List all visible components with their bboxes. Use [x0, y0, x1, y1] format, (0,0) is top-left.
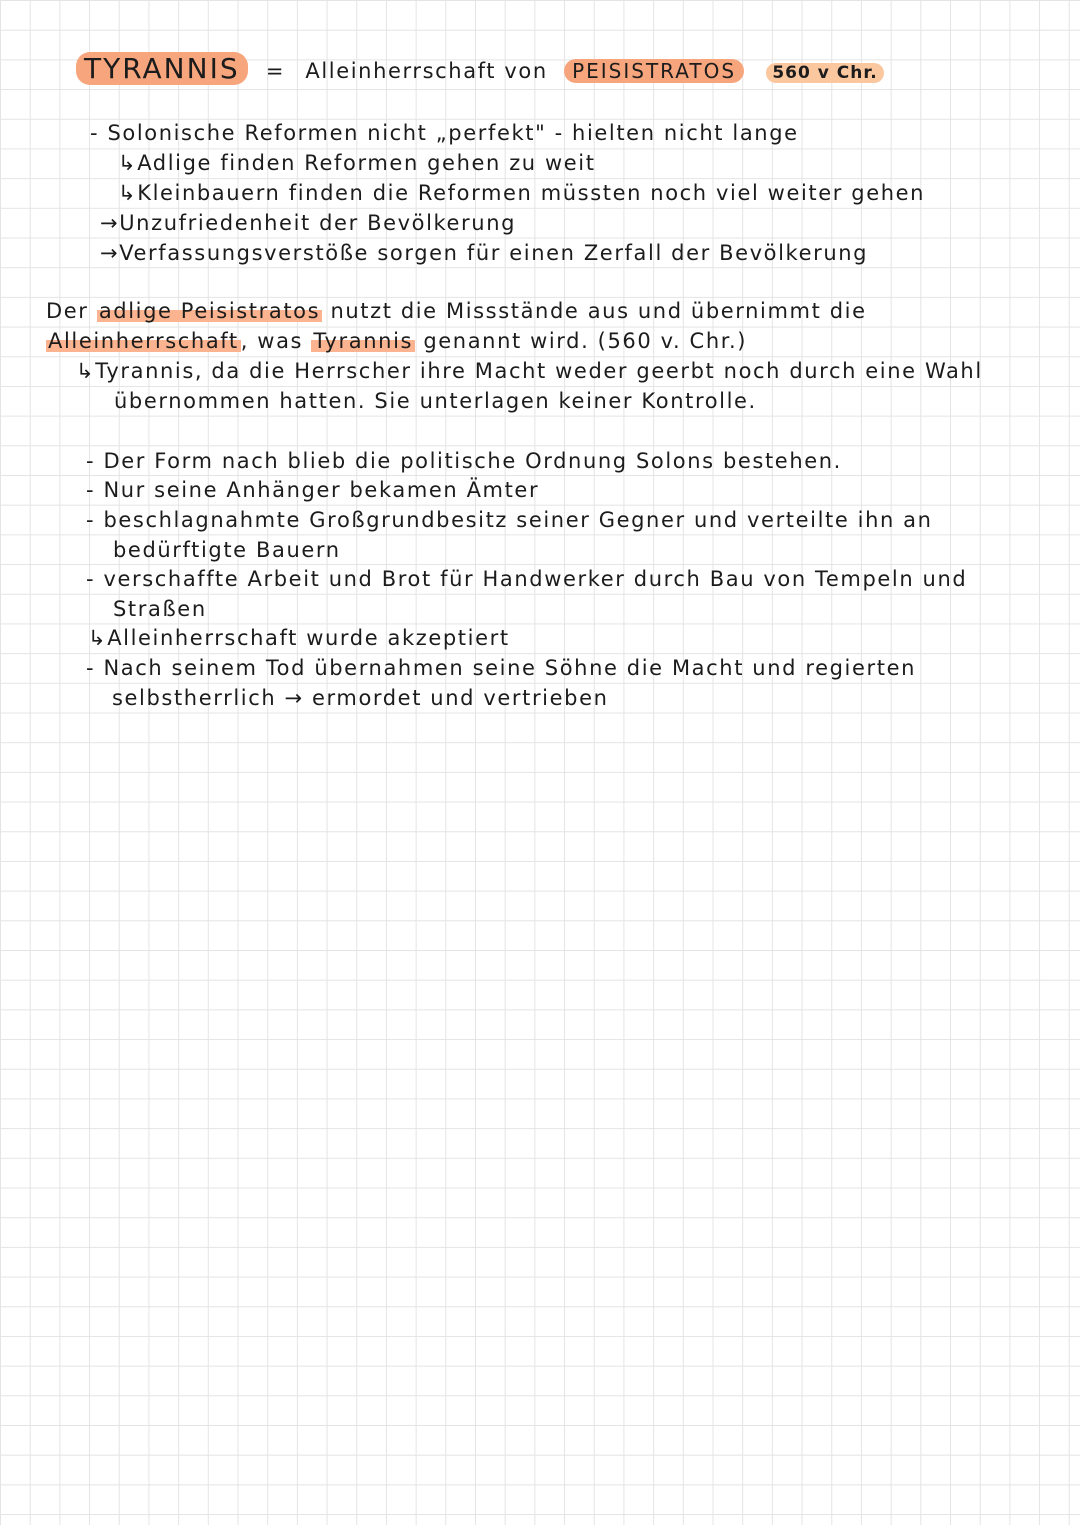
s2-l1-post: nutzt die Missstände aus und übernimmt die — [330, 299, 867, 323]
person-highlight: PEISISTRATOS — [564, 59, 744, 83]
s1-line-1: - Solonische Reformen nicht „perfekt" - hielten nicht lange — [90, 121, 799, 145]
s2-l2-post: genannt wird. (560 v. Chr.) — [423, 329, 748, 353]
s3-line-6: Straßen — [113, 597, 207, 621]
s2-line-3: ↳Tyrannis, da die Herrscher ihre Macht weder geerbt noch durch eine Wahl — [76, 359, 983, 383]
s3-line-8: - Nach seinem Tod übernahmen seine Söhne die Macht und regierten — [86, 656, 917, 680]
header-row — [76, 52, 884, 86]
s2-l1-pre: Der — [46, 299, 89, 323]
s1-line-2: ↳Adlige finden Reformen gehen zu weit — [118, 151, 596, 175]
page-title: TYRANNIS — [76, 52, 248, 85]
s2-line-4: übernommen hatten. Sie unterlagen keiner Kontrolle. — [114, 389, 757, 413]
s3-line-3: - beschlagnahmte Großgrundbesitz seiner Gegner und verteilte ihn an — [86, 508, 933, 532]
s1-line-3: ↳Kleinbauern finden die Reformen müssten noch viel weiter gehen — [118, 181, 926, 205]
s2-l2-mid: , was — [240, 329, 304, 353]
s3-line-5: - verschaffte Arbeit und Brot für Handwerker durch Bau von Tempeln und — [86, 567, 968, 591]
s2-l2-highlight-1: Alleinherrschaft — [48, 329, 239, 353]
s2-l1-highlight: adlige Peisistratos — [98, 299, 321, 323]
s3-line-7: ↳Alleinherrschaft wurde akzeptiert — [88, 626, 510, 650]
s2-line-1 — [46, 298, 867, 324]
s2-l2-highlight-2: Tyrannis — [313, 329, 414, 353]
s3-line-9: selbstherrlich → ermordet und vertrieben — [112, 686, 609, 710]
equals-sign: = — [265, 59, 286, 83]
s1-line-5: →Verfassungsverstöße sorgen für einen Zerfall der Bevölkerung — [100, 241, 869, 265]
s3-line-1: - Der Form nach blieb die politische Ordnung Solons bestehen. — [86, 449, 842, 473]
s2-line-2 — [46, 328, 747, 354]
date-badge: 560 v Chr. — [766, 63, 883, 83]
definition-text: Alleinherrschaft von — [305, 59, 548, 83]
s3-line-2: - Nur seine Anhänger bekamen Ämter — [86, 478, 540, 502]
s1-line-4: →Unzufriedenheit der Bevölkerung — [100, 211, 517, 235]
s3-line-4: bedürftigte Bauern — [113, 538, 341, 562]
